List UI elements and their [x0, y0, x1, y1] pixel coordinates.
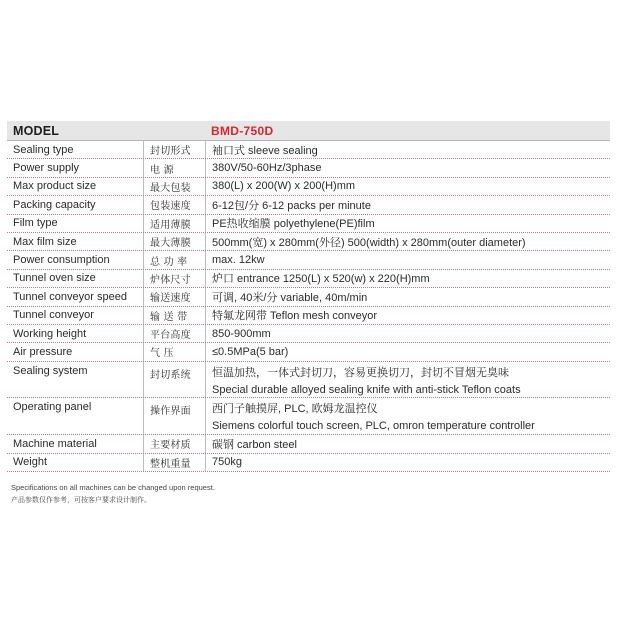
spec-value-line: 500mm(宽) x 280mm(外径) 500(width) x 280mm(outer diameter)	[212, 236, 526, 249]
spec-value-line: Siemens colorful touch screen, PLC, omron temperature controller	[212, 420, 535, 433]
spec-row	[7, 178, 610, 196]
spec-label-cn: 输送速度	[143, 288, 205, 305]
spec-value	[205, 196, 610, 213]
spec-value	[205, 178, 610, 195]
spec-label-en: Machine material	[13, 437, 97, 450]
spec-value	[205, 307, 610, 324]
spec-label-cn: 总 功 率	[143, 251, 205, 268]
spec-label-en: Max product size	[13, 180, 97, 193]
spec-label-cn: 封切系统	[143, 362, 205, 398]
spec-value	[205, 454, 610, 471]
spec-row	[7, 196, 610, 214]
spec-label-cn: 包装速度	[143, 196, 205, 213]
spec-label-en: Packing capacity	[13, 198, 96, 211]
spec-row	[7, 159, 610, 177]
spec-label-en: Operating panel	[13, 401, 92, 414]
spec-label-cn: 封切形式	[143, 141, 205, 158]
spec-row	[7, 454, 610, 472]
spec-value	[205, 215, 610, 232]
spec-label-cn: 适用薄膜	[143, 215, 205, 232]
spec-value-line: 炉口 entrance 1250(L) x 520(w) x 220(H)mm	[212, 273, 430, 286]
spec-row	[7, 141, 610, 159]
spec-label-cn: 整机重量	[143, 454, 205, 471]
spec-label-en: Air pressure	[13, 345, 73, 358]
spec-value	[205, 325, 610, 342]
spec-value-line: 特氟龙网带 Teflon mesh conveyor	[212, 310, 378, 323]
spec-value	[205, 141, 610, 158]
spec-value	[205, 362, 610, 398]
spec-label-en: Sealing type	[13, 143, 74, 156]
spec-value-line: 恒温加热，一体式封切刀，容易更换切刀，封切不冒烟无臭味	[212, 366, 509, 379]
spec-value-line: Special durable alloyed sealing knife with anti-stick Teflon coats	[212, 383, 521, 396]
spec-label-en: Tunnel conveyor	[13, 309, 94, 322]
spec-label-cn: 电 源	[143, 159, 205, 176]
footnote-cn: 产品参数仅作参考，可按客户要求设计制作。	[11, 496, 151, 504]
spec-value-line: 袖口式 sleeve sealing	[212, 144, 318, 157]
spec-label-en: Working height	[13, 327, 87, 340]
spec-value-line: max. 12kw	[212, 254, 265, 267]
spec-value-line: 可调, 40米/分 variable, 40m/min	[212, 291, 368, 304]
spec-value-line: ≤0.5MPa(5 bar)	[212, 345, 289, 358]
spec-row	[7, 233, 610, 251]
spec-row	[7, 215, 610, 233]
spec-value	[205, 233, 610, 250]
spec-label-cn: 炉体尺寸	[143, 270, 205, 287]
spec-row	[7, 288, 610, 306]
model-label: MODEL	[13, 123, 60, 138]
spec-row	[7, 398, 610, 435]
spec-label-cn: 最大薄膜	[143, 233, 205, 250]
spec-value-line: 碳钢 carbon steel	[212, 438, 297, 451]
spec-value	[205, 251, 610, 268]
spec-row	[7, 325, 610, 343]
spec-label-cn: 输 送 带	[143, 307, 205, 324]
spec-row	[7, 362, 610, 399]
spec-value-line: 西门子触摸屏, PLC, 欧姆龙温控仪	[212, 403, 378, 416]
spec-value-line: 6-12包/分 6-12 packs per minute	[212, 199, 371, 212]
spec-label-en: Tunnel conveyor speed	[13, 290, 127, 303]
spec-label-cn: 最大包装	[143, 178, 205, 195]
spec-value-line: 380(L) x 200(W) x 200(H)mm	[212, 180, 356, 193]
spec-value	[205, 159, 610, 176]
spec-row	[7, 270, 610, 288]
spec-value	[205, 270, 610, 287]
spec-label-en: Sealing system	[13, 364, 88, 377]
spec-label-cn: 主要材质	[143, 435, 205, 452]
spec-row	[7, 307, 610, 325]
spec-sheet	[7, 121, 610, 472]
spec-label-en: Film type	[13, 217, 58, 230]
spec-row	[7, 435, 610, 453]
spec-value	[205, 343, 610, 360]
spec-value	[205, 288, 610, 305]
spec-label-en: Power supply	[13, 162, 80, 175]
spec-label-en: Weight	[13, 456, 48, 469]
spec-row	[7, 343, 610, 361]
spec-value	[205, 435, 610, 452]
model-header	[7, 121, 610, 141]
spec-label-cn: 平台高度	[143, 325, 205, 342]
spec-row	[7, 251, 610, 269]
spec-label-en: Tunnel oven size	[13, 272, 96, 285]
spec-label-cn: 操作界面	[143, 398, 205, 434]
spec-label-cn: 气 压	[143, 343, 205, 360]
spec-value-line: 380V/50-60Hz/3phase	[212, 162, 322, 175]
spec-value-line: 850-900mm	[212, 327, 271, 340]
spec-label-en: Max film size	[13, 235, 77, 248]
spec-table-body	[7, 141, 610, 472]
spec-label-en: Power consumption	[13, 254, 110, 267]
spec-value-line: PE热收缩膜 polyethylene(PE)film	[212, 218, 375, 231]
footnote	[11, 482, 215, 506]
model-value: BMD-750D	[211, 123, 274, 138]
footnote-en: Specifications on all machines can be changed upon request.	[11, 483, 215, 492]
spec-value	[205, 398, 610, 434]
spec-value-line: 750kg	[212, 456, 242, 469]
